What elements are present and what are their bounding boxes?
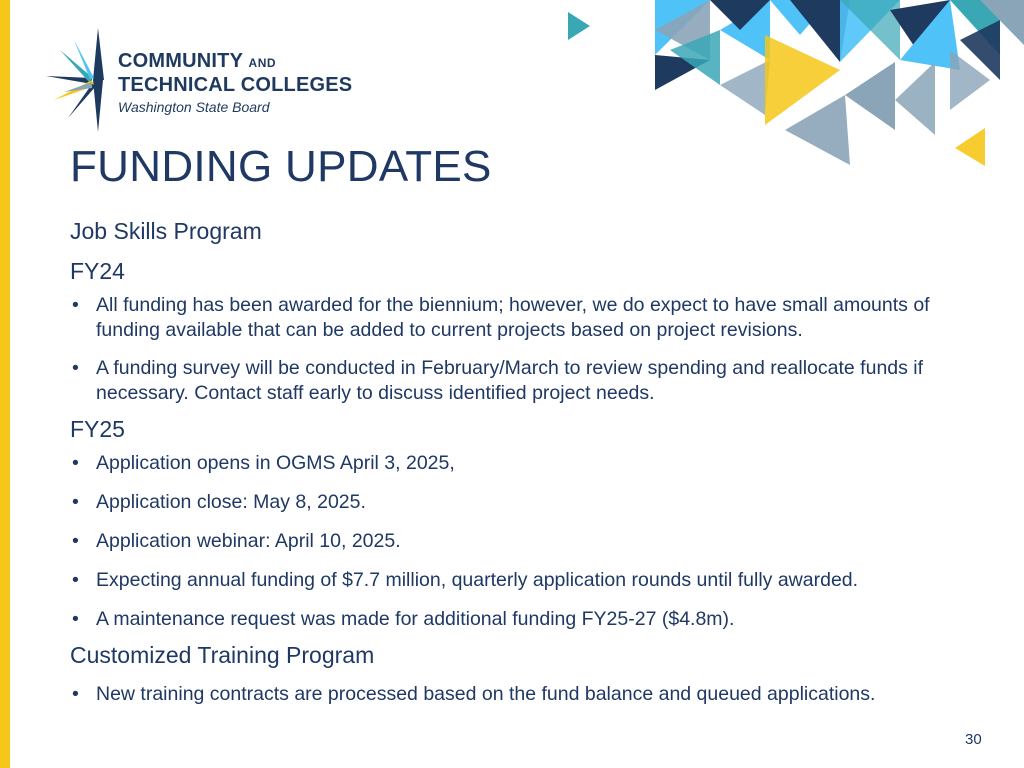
- page-number: 30: [965, 731, 982, 748]
- fy25-bullet-list: [70, 451, 970, 632]
- list-item: • Expecting annual funding of $7.7 million, quarterly application rounds until fully awarded.: [70, 568, 970, 593]
- section-heading-customized-training: Customized Training Program: [70, 641, 375, 668]
- list-item: • Application webinar: April 10, 2025.: [70, 529, 970, 554]
- slide-content: [70, 216, 970, 706]
- list-item: • New training contracts are processed based on the fund balance and queued applications.: [70, 682, 970, 707]
- decorative-triangles: [560, 0, 1024, 170]
- fy24-bullet-list: [70, 293, 970, 405]
- starburst-logo-icon: [46, 28, 108, 132]
- list-item: • A funding survey will be conducted in February/March to review spending and reallocate funds if necessary. Contact staff early to discuss identified project needs.: [70, 356, 970, 405]
- list-item: • A maintenance request was made for additional funding FY25-27 ($4.8m).: [70, 607, 970, 632]
- subheading-fy24: FY24: [70, 258, 125, 284]
- page-title: FUNDING UPDATES: [70, 142, 492, 191]
- subheading-fy25: FY25: [70, 416, 125, 442]
- customized-training-bullet-list: [70, 682, 970, 707]
- list-item: • Application opens in OGMS April 3, 2025,: [70, 451, 970, 476]
- logo-line-community: COMMUNITY: [118, 50, 243, 72]
- college-board-logo: [46, 28, 353, 132]
- list-item: • All funding has been awarded for the biennium; however, we do expect to have small amounts of funding available that can be added to current projects based on project revisions.: [70, 293, 970, 342]
- list-item: • Application close: May 8, 2025.: [70, 490, 970, 515]
- section-heading-job-skills: Job Skills Program: [70, 218, 262, 244]
- logo-line-state-board: Washington State Board: [118, 99, 270, 115]
- logo-line-and: AND: [248, 56, 277, 70]
- left-accent-bar: [0, 0, 10, 768]
- logo-line-technical-colleges: TECHNICAL COLLEGES: [118, 74, 353, 96]
- logo-wordmark: [118, 50, 352, 117]
